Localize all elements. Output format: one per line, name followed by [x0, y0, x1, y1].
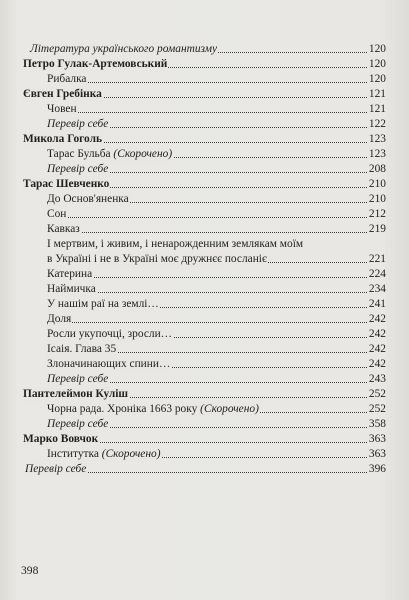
- toc-entry-title: [47, 282, 97, 297]
- toc-entry-title-text: Ісаія. Глава 35: [47, 343, 117, 355]
- toc-entry-title-text: Чорна рада. Хроніка 1663 року: [47, 403, 198, 415]
- toc-entry-page: 363: [368, 433, 386, 445]
- toc-entry-title-text: Злоначинающих спини…: [47, 358, 171, 370]
- toc-entry: [0, 102, 409, 117]
- toc-entry: [0, 87, 409, 102]
- toc-entry-page: 208: [368, 163, 386, 175]
- dot-leader: [47, 112, 385, 113]
- toc-entry-title-text: Євген Гребінка: [23, 88, 102, 100]
- toc-entry-title-text: Росли укупочці, зросли…: [47, 328, 173, 340]
- toc-entry: [0, 372, 409, 387]
- toc-entry-title: [47, 192, 130, 207]
- toc-entry-title-text: Література українського романтизму: [30, 43, 218, 55]
- toc-entry: [0, 432, 409, 447]
- toc-entry: [0, 312, 409, 327]
- toc-entry-page: 242: [368, 313, 386, 325]
- toc-entry-title: [47, 357, 171, 372]
- toc-entry-title: [23, 87, 103, 102]
- toc-entry-title-text: Микола Гоголь: [23, 133, 102, 145]
- toc-entry-title: [25, 462, 87, 477]
- toc-entry-title-text: Кавказ: [47, 223, 80, 235]
- toc-entry-title: [23, 432, 99, 447]
- toc-entry-page: 242: [368, 328, 386, 340]
- toc-entry: [0, 267, 409, 282]
- toc-entry-title: [47, 207, 67, 222]
- dot-leader: [47, 217, 385, 218]
- toc-entry-title: [47, 402, 260, 417]
- toc-entry-page: 363: [368, 448, 386, 460]
- toc-entry-title: [23, 387, 129, 402]
- toc-entry: [0, 192, 409, 207]
- toc-entry: [0, 447, 409, 462]
- toc-entry-note: (Скорочено): [98, 448, 161, 460]
- toc-entry-title-text: Перевір себе: [47, 373, 109, 385]
- toc-entry-note: (Скорочено): [197, 403, 259, 415]
- toc-entry-title: [47, 372, 109, 387]
- toc-entry-title: [30, 42, 218, 57]
- toc-entry-title: [47, 222, 81, 237]
- toc-entry-title-text: Пантелеймон Куліш: [23, 388, 129, 400]
- toc-entry: [0, 57, 409, 72]
- toc-entry-page: 241: [368, 298, 386, 310]
- toc-entry-title: [47, 417, 109, 432]
- toc-entry-title: [47, 342, 117, 357]
- toc-entry-page: 234: [368, 283, 386, 295]
- dot-leader: [47, 322, 385, 323]
- toc-entry-title-text: Наймичка: [47, 283, 96, 295]
- toc-entry-title: [47, 312, 72, 327]
- toc-entry-title-text: Марко Вовчок: [23, 433, 99, 445]
- toc-entry: [0, 462, 409, 477]
- toc-entry-page: 120: [368, 43, 386, 55]
- toc-entry-title: [47, 117, 109, 132]
- toc-entry-title-line1: І мертвим, і живим, і ненарожденним землякам моїм: [47, 238, 304, 250]
- toc-entry-page: 123: [368, 133, 386, 145]
- toc-entry: [0, 387, 409, 402]
- toc-entry: [0, 417, 409, 432]
- toc-entry: [0, 42, 409, 57]
- toc-entry-title-text: Петро Гулак-Артемовський: [23, 58, 168, 70]
- toc-entry-title: [47, 102, 78, 117]
- toc-entry: [0, 297, 409, 312]
- toc-entry-title-text: Перевір себе: [47, 163, 109, 175]
- toc-entry-title-text: Перевір себе: [25, 463, 87, 475]
- toc-entry-page: 212: [368, 208, 386, 220]
- toc-entry-page: 224: [368, 268, 386, 280]
- toc-entry: [0, 402, 409, 417]
- toc-entry: [0, 327, 409, 342]
- toc-entry-page: 121: [368, 88, 386, 100]
- dot-leader: [47, 292, 385, 293]
- toc-entry-title-text: Сон: [47, 208, 67, 220]
- toc-entry-note: (Скорочено): [110, 148, 173, 160]
- toc-entry-title-text: Катерина: [47, 268, 93, 280]
- toc-entry: [0, 342, 409, 357]
- toc-entry-page: 242: [368, 358, 386, 370]
- toc-entry-title: [23, 57, 168, 72]
- toc-entry-page: 210: [368, 193, 386, 205]
- toc-entry-title: [23, 177, 110, 192]
- toc-entry-title-text: Перевір себе: [47, 418, 109, 430]
- page-number: 398: [21, 564, 39, 577]
- toc-entry-page: 122: [368, 118, 386, 130]
- toc-entry: [0, 162, 409, 177]
- toc-entry-page: 252: [368, 403, 386, 415]
- toc-entry: [0, 357, 409, 372]
- toc-entry-title-text: Тарас Шевченко: [23, 178, 110, 190]
- toc-entry-title: [47, 252, 268, 267]
- toc-entry-title: [47, 72, 87, 87]
- toc-entry-title: [47, 447, 162, 462]
- toc-entry-title: [47, 297, 160, 312]
- toc-entry-title-text: До Основ'яненка: [47, 193, 129, 205]
- toc-entry-page: 123: [368, 148, 386, 160]
- toc-entry-page: 242: [368, 343, 386, 355]
- toc-entry-title-text: Доля: [47, 313, 72, 325]
- toc-entry-page: 252: [368, 388, 386, 400]
- toc-entry: [0, 117, 409, 132]
- toc-entry-page: 120: [368, 58, 386, 70]
- toc-entry-title: [47, 162, 109, 177]
- toc-entry-page: 221: [368, 253, 386, 265]
- toc-entry-title-text: в Україні і не в Україні моє дружнєє посланіє: [47, 253, 267, 265]
- toc-entry-page: 121: [368, 103, 386, 115]
- toc-entry-title: [47, 147, 173, 162]
- dot-leader: [47, 232, 385, 233]
- toc-entry: [0, 132, 409, 147]
- toc-entry-title-text: Човен: [47, 103, 77, 115]
- toc-entry-page: 210: [368, 178, 386, 190]
- toc-entry-title-text: У нашім раї на землі…: [47, 298, 159, 310]
- toc-entry: [0, 177, 409, 192]
- dot-leader: [47, 277, 385, 278]
- toc-entry-page: 243: [368, 373, 386, 385]
- toc-entry-title: [23, 132, 103, 147]
- toc-entry-title: [47, 327, 173, 342]
- toc-entry-page: 396: [368, 463, 386, 475]
- toc-entry-page: 219: [368, 223, 386, 235]
- toc-entry: [0, 238, 409, 267]
- toc-entry: [0, 282, 409, 297]
- toc-entry-title: [47, 267, 93, 282]
- toc-entry-page: 358: [368, 418, 386, 430]
- dot-leader: [47, 82, 385, 83]
- toc-entry-title-text: Інститутка: [47, 448, 99, 460]
- toc-entry-title-text: Тарас Бульба: [47, 148, 111, 160]
- toc-entry: [0, 207, 409, 222]
- toc-entry-title-text: Перевір себе: [47, 118, 109, 130]
- toc-entry: [0, 222, 409, 237]
- toc-entry: [0, 72, 409, 87]
- toc-entry: [0, 147, 409, 162]
- toc-entry-page: 120: [368, 73, 386, 85]
- toc-entry-title-text: Рибалка: [47, 73, 87, 85]
